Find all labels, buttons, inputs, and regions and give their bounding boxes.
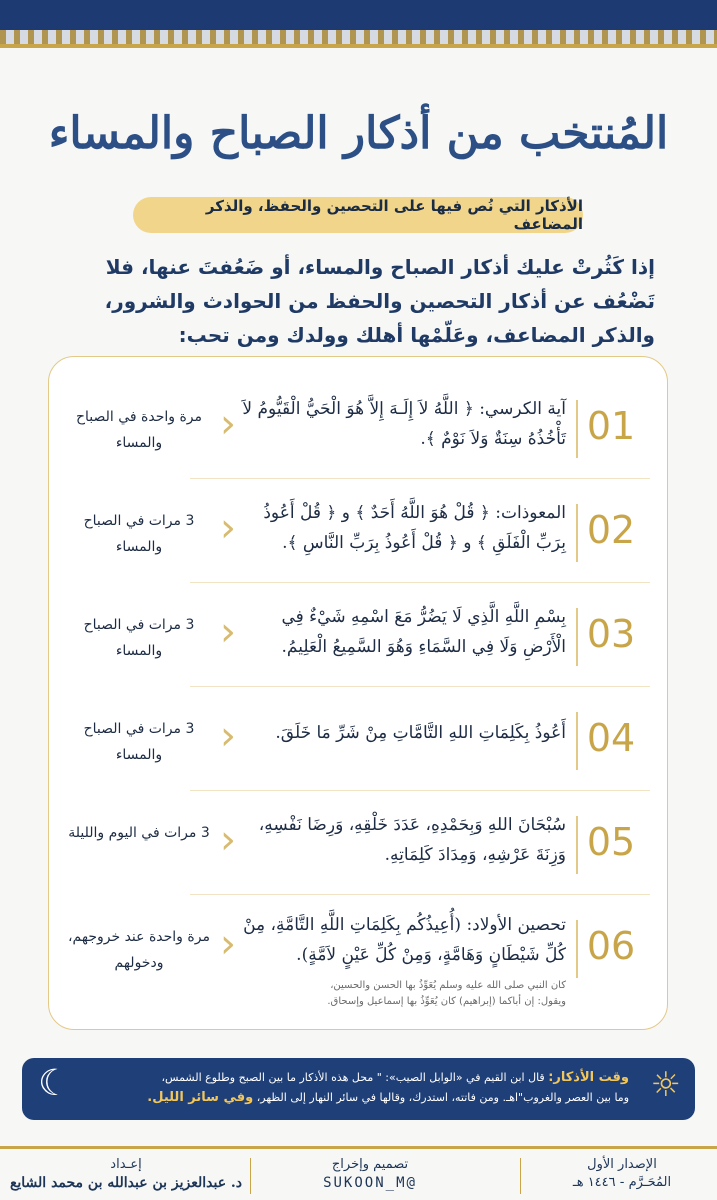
item-text: بِسْمِ اللَّهِ الَّذِي لَا يَضُرُّ مَعَ اسْمِهِ شَيْءٌ فِي الْأَرْضِ وَلَا فِي السَّمَاءِ وَهُوَ السَّمِيعُ الْعَلِيمُ. — [281, 607, 566, 657]
chevron-left-icon: ‹ — [220, 817, 236, 863]
time-box-label: وقت الأذكار: — [548, 1070, 629, 1085]
design-handle[interactable]: @SUKOON_M — [323, 1175, 417, 1191]
design-label: تصميم وإخراج — [331, 1157, 409, 1172]
footer-design — [270, 1156, 470, 1192]
list-item — [48, 898, 668, 1026]
prepared-name: د. عبدالعزيز بن عبدالله بن محمد الشايع — [9, 1175, 243, 1191]
number-separator — [576, 920, 578, 978]
number-separator — [576, 712, 578, 770]
list-item — [48, 690, 668, 790]
item-frequency: 3 مرات في الصباح والمساء — [83, 617, 195, 659]
time-box-line2: وما بين العصر والغروب"اهـ. ومن فاتته، استدرك، وقالها في سائر النهار إلى الظهر، — [256, 1091, 629, 1104]
list-item — [48, 794, 668, 894]
time-box-line1: قال ابن القيم في «الوابل الصيب»: " محل هذه الأذكار ما بين الصبح وطلوع الشمس، — [161, 1071, 545, 1084]
crescent-moon-icon: ☾ — [38, 1063, 71, 1104]
adhkar-time-box — [22, 1058, 695, 1120]
list-item — [48, 482, 668, 582]
chevron-left-icon: ‹ — [220, 609, 236, 655]
divider — [190, 686, 650, 687]
item-number: 04 — [586, 716, 636, 760]
top-decorative-band — [0, 0, 717, 44]
page-title: المُنتخب من أذكار الصباح والمساء — [48, 108, 669, 159]
prepared-label: إعـداد — [110, 1157, 142, 1172]
sun-icon: ☼ — [650, 1065, 681, 1105]
item-number: 05 — [586, 820, 636, 864]
edition-label: الإصدار الأول — [587, 1157, 657, 1172]
divider — [190, 894, 650, 895]
chevron-left-icon: ‹ — [220, 921, 236, 967]
item-text: تحصين الأولاد: (أُعِيذُكُم بِكَلِمَاتِ اللَّهِ التَّامَّةِ، مِنْ كُلِّ شَيْطَانٍ وَهَامَّةٍ، وَمِنْ كُلِّ عَيْنٍ لاَمَّةٍ). — [243, 915, 566, 965]
item-frequency: 3 مرات في اليوم والليلة — [68, 825, 210, 841]
number-separator — [576, 400, 578, 458]
number-separator — [576, 608, 578, 666]
chevron-left-icon: ‹ — [220, 505, 236, 551]
intro-paragraph: إذا كَثُرتْ عليك أذكار الصباح والمساء، أو ضَعُفتَ عنها، فلا تَضْعُف عن أذكار التحصين والحفظ من الحوادث والشرور، والذكر المضاعف، وعَلّمْها أهلك وولدك ومن تحب: — [104, 255, 655, 347]
number-separator — [576, 504, 578, 562]
bottom-gold-line — [0, 1146, 717, 1149]
item-note: ويقول: إن أباكما (إبراهيم) كان يُعَوِّذُ بها إسماعيل وإسحاق. — [327, 996, 566, 1007]
chevron-left-icon: ‹ — [220, 401, 236, 447]
edition-date: المُحَـرَّم - ١٤٤٦ هـ — [572, 1175, 672, 1190]
divider — [190, 582, 650, 583]
item-frequency: مرة واحدة في الصباح والمساء — [75, 409, 203, 451]
footer-edition — [547, 1156, 697, 1192]
number-separator — [576, 816, 578, 874]
item-text: سُبْحَانَ اللهِ وَبِحَمْدِهِ، عَدَدَ خَلْقِهِ، وَرِضَا نَفْسِهِ، وَزِنَةَ عَرْشِهِ، وَمِدَادَ كَلِمَاتِهِ. — [258, 815, 566, 865]
item-number: 03 — [586, 612, 636, 656]
item-number: 02 — [586, 508, 636, 552]
footer-prepared — [6, 1156, 246, 1192]
list-item — [48, 586, 668, 686]
item-number: 01 — [586, 404, 636, 448]
item-text: أَعُوذُ بِكَلِمَاتِ اللهِ التَّامَّاتِ مِنْ شَرِّ مَا خَلَقَ. — [275, 723, 566, 743]
item-number: 06 — [586, 924, 636, 968]
footer-separator — [520, 1158, 521, 1194]
item-frequency: 3 مرات في الصباح والمساء — [83, 513, 195, 555]
time-box-line3: وفي سائر الليل. — [147, 1090, 254, 1105]
list-item — [48, 378, 668, 478]
item-note: كان النبي صلى الله عليه وسلم يُعَوِّذُ بها الحسن والحسين، — [330, 980, 566, 991]
subtitle-pill: الأذكار التي نُص فيها على التحصين والحفظ، والذكر المضاعف — [133, 197, 583, 233]
top-gold-line — [0, 44, 717, 48]
chevron-left-icon: ‹ — [220, 713, 236, 759]
item-frequency: مرة واحدة عند خروجهم، ودخولهم — [68, 929, 210, 971]
divider — [190, 790, 650, 791]
item-text: آية الكرسي: ﴿ اللَّهُ لاَ إِلَـهَ إِلاَّ هُوَ الْحَيُّ الْقَيُّومُ لاَ تَأْخُذُهُ سِنَةٌ وَلاَ نَوْمٌ ﴾. — [242, 399, 566, 449]
item-text: المعوذات: ﴿ قُلْ هُوَ اللَّهُ أَحَدٌ ﴾ و ﴿ قُلْ أَعُوذُ بِرَبِّ الْفَلَقِ ﴾ و ﴿ قُلْ أَعُوذُ بِرَبِّ النَّاسِ ﴾. — [263, 503, 566, 553]
footer-separator — [250, 1158, 251, 1194]
time-box-text — [89, 1068, 629, 1108]
item-frequency: 3 مرات في الصباح والمساء — [83, 721, 195, 763]
divider — [190, 478, 650, 479]
